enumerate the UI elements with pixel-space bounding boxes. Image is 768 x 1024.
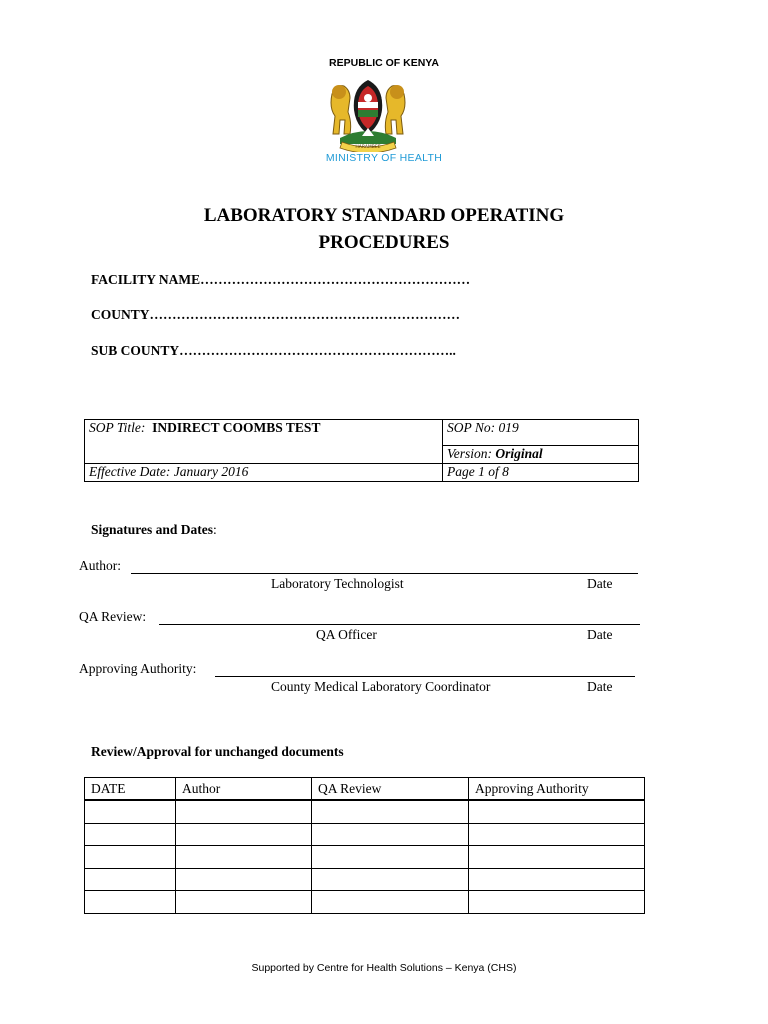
approving-authority-label: Approving Authority: <box>79 661 197 676</box>
cell[interactable] <box>312 846 469 869</box>
author-label: Author: <box>79 558 121 573</box>
sop-no: SOP No: 019 <box>447 420 519 435</box>
approving-role: County Medical Laboratory Coordinator <box>271 679 491 694</box>
cell[interactable] <box>176 868 312 891</box>
cell[interactable] <box>469 891 645 914</box>
review-table-header <box>85 778 645 801</box>
qa-review-label: QA Review: <box>79 609 147 624</box>
effective-date-cell <box>85 464 443 482</box>
col-qa-review: QA Review <box>312 778 469 801</box>
sop-title-value: INDIRECT COOMBS TEST <box>152 420 321 435</box>
version-label: Version: <box>447 446 492 461</box>
cell[interactable] <box>85 868 176 891</box>
cell[interactable] <box>176 823 312 846</box>
qa-signature-line[interactable] <box>159 624 640 625</box>
cell[interactable] <box>85 800 176 823</box>
table-row <box>85 800 645 823</box>
cell[interactable] <box>85 846 176 869</box>
effective-date: Effective Date: January 2016 <box>89 464 249 479</box>
approving-signature-line[interactable] <box>215 676 635 677</box>
cell[interactable] <box>85 891 176 914</box>
signatures-heading: Signatures and Dates: <box>91 522 217 537</box>
cell[interactable] <box>85 823 176 846</box>
col-date: DATE <box>85 778 176 801</box>
title-line-1: LABORATORY STANDARD OPERATING <box>203 205 565 226</box>
sop-no-cell <box>443 420 639 446</box>
sop-title-cell <box>85 420 443 464</box>
cell[interactable] <box>469 823 645 846</box>
svg-text:HARAMBEE: HARAMBEE <box>355 145 381 150</box>
page-number-cell <box>443 464 639 482</box>
qa-role: QA Officer <box>316 627 377 642</box>
sop-title-label: SOP Title: <box>89 420 146 435</box>
facility-name-field: FACILITY NAME…………………………………………………… <box>91 272 471 287</box>
cell[interactable] <box>176 891 312 914</box>
qa-date-label: Date <box>587 627 613 642</box>
author-date-label: Date <box>587 576 613 591</box>
cell[interactable] <box>469 868 645 891</box>
footer-text: Supported by Centre for Health Solutions – Kenya (CHS) <box>251 962 517 974</box>
document-title <box>100 202 668 256</box>
title-line-2: PROCEDURES <box>318 232 450 253</box>
table-row <box>85 823 645 846</box>
table-row <box>85 891 645 914</box>
sop-version-cell <box>443 446 639 464</box>
col-author: Author <box>176 778 312 801</box>
page-number: Page 1 of 8 <box>447 464 509 479</box>
table-row <box>85 868 645 891</box>
review-heading: Review/Approval for unchanged documents <box>91 744 344 759</box>
col-approving-authority: Approving Authority <box>469 778 645 801</box>
ministry-heading: MINISTRY OF HEALTH <box>325 152 443 164</box>
version-value: Original <box>495 446 543 461</box>
kenya-coat-of-arms-icon <box>322 72 414 152</box>
table-row <box>85 846 645 869</box>
republic-heading: REPUBLIC OF KENYA <box>329 57 439 69</box>
cell[interactable] <box>469 846 645 869</box>
cell[interactable] <box>176 800 312 823</box>
author-role: Laboratory Technologist <box>271 576 404 591</box>
sub-county-field: SUB COUNTY…………………………………………………….. <box>91 343 456 358</box>
approving-date-label: Date <box>587 679 613 694</box>
cell[interactable] <box>469 800 645 823</box>
cell[interactable] <box>312 868 469 891</box>
cell[interactable] <box>312 823 469 846</box>
author-signature-line[interactable] <box>131 573 638 574</box>
cell[interactable] <box>312 800 469 823</box>
review-table <box>84 777 645 914</box>
county-field: COUNTY…………………………………………………………… <box>91 307 461 322</box>
cell[interactable] <box>312 891 469 914</box>
sop-info-table <box>84 419 639 482</box>
cell[interactable] <box>176 846 312 869</box>
